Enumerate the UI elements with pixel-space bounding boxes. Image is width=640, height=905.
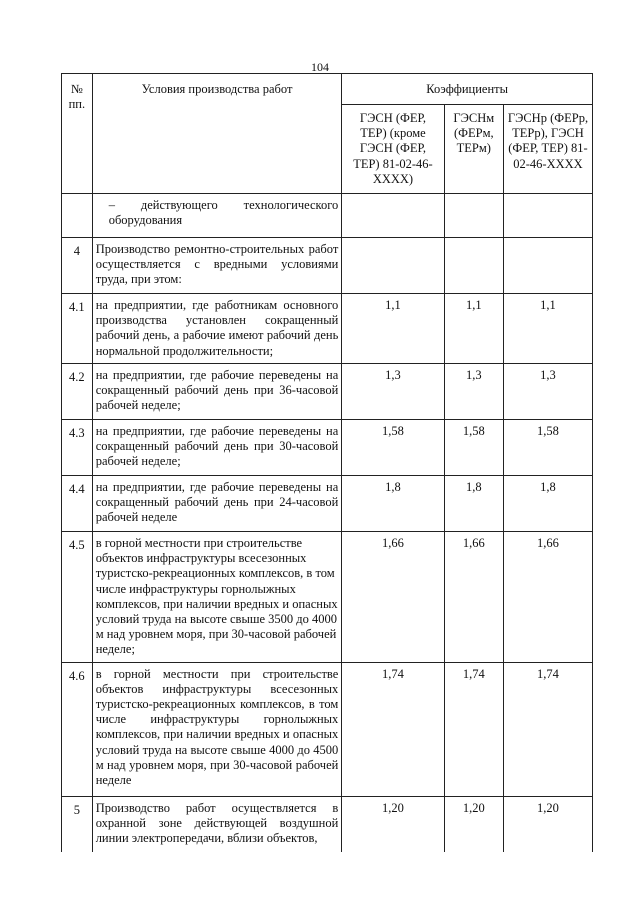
header-no: № пп. [62,74,93,194]
row-number [62,194,93,238]
row-number: 4 [62,238,93,294]
row-coef-gesn [342,238,444,294]
row-number: 4.6 [62,662,93,796]
row-condition: – действующего технологического оборудования [92,194,342,238]
row-coef-gesnr [503,238,592,294]
header-gesn: ГЭСН (ФЕР, ТЕР) (кроме ГЭСН (ФЕР, ТЕР) 81-02-46-XXXX) [342,105,444,194]
row-coef-gesn: 1,58 [342,420,444,476]
row-number: 4.4 [62,476,93,532]
row-coef-gesnr [503,194,592,238]
row-coef-gesn: 1,66 [342,532,444,663]
page-number: 104 [311,60,329,74]
table-row [62,194,593,238]
coefficients-table [61,73,593,852]
row-condition: на предприятии, где рабочие переведены на сокращенный рабочий день при 30-часовой рабочей неделе; [92,420,342,476]
row-coef-gesn: 1,8 [342,476,444,532]
row-coef-gesnm: 1,3 [444,364,503,420]
row-coef-gesnm: 1,8 [444,476,503,532]
row-coef-gesn: 1,1 [342,294,444,364]
row-number: 4.5 [62,532,93,663]
row-condition: Производство работ осуществляется в охранной зоне действующей воздушной линии электропередачи, вблизи объектов, [92,796,342,852]
header-coefficients: Коэффициенты [342,74,593,105]
row-coef-gesn: 1,74 [342,662,444,796]
header-gesnr: ГЭСНр (ФЕРр, ТЕРр), ГЭСН (ФЕР, ТЕР) 81-02-46-XXXX [503,105,592,194]
row-coef-gesnm: 1,1 [444,294,503,364]
row-coef-gesnr: 1,1 [503,294,592,364]
table-row [62,532,593,663]
row-number: 4.1 [62,294,93,364]
row-coef-gesn: 1,20 [342,796,444,852]
row-coef-gesnm: 1,66 [444,532,503,663]
table-row [62,476,593,532]
table-row [62,420,593,476]
row-coef-gesnr: 1,58 [503,420,592,476]
row-coef-gesnr: 1,74 [503,662,592,796]
row-condition: в горной местности при строительстве объектов инфраструктуры всесезонных туристско-рекреационных комплексов, в том числе инфраструктуры горнолыжных комплексов, при наличии вредных и опасных условий труда на высоте свыше 4000 до 4500 м над уровнем моря, при 30-часовой рабочей неделе [92,662,342,796]
row-condition: на предприятии, где рабочие переведены на сокращенный рабочий день при 36-часовой рабочей неделе; [92,364,342,420]
row-coef-gesn [342,194,444,238]
row-condition: Производство ремонтно-строительных работ осуществляется с вредными условиями труда, при этом: [92,238,342,294]
row-number: 4.3 [62,420,93,476]
header-gesnm: ГЭСНм (ФЕРм, ТЕРм) [444,105,503,194]
row-coef-gesnr: 1,66 [503,532,592,663]
row-condition: в горной местности при строительстве объектов инфраструктуры всесезонных туристско-рекреационных комплексов, в том числе инфраструктуры горнолыжных комплексов, при наличии вредных и опасных условий труда на высоте свыше 3500 до 4000 м над уровнем моря, при 30-часовой рабочей неделе; [92,532,342,663]
row-number: 5 [62,796,93,852]
row-coef-gesn: 1,3 [342,364,444,420]
table-row [62,796,593,852]
row-coef-gesnr: 1,20 [503,796,592,852]
row-coef-gesnm [444,194,503,238]
row-coef-gesnm [444,238,503,294]
table-row [62,294,593,364]
header-conditions: Условия производства работ [92,74,342,194]
row-coef-gesnm: 1,74 [444,662,503,796]
table-row [62,662,593,796]
row-coef-gesnr: 1,8 [503,476,592,532]
row-condition: на предприятии, где рабочие переведены на сокращенный рабочий день при 24-часовой рабочей неделе [92,476,342,532]
table-row [62,238,593,294]
row-coef-gesnm: 1,58 [444,420,503,476]
row-condition: на предприятии, где работникам основного производства установлен сокращенный рабочий день, а рабочие имеют рабочий день нормальной продолжительности; [92,294,342,364]
row-number: 4.2 [62,364,93,420]
table-header-row [62,74,593,105]
row-coef-gesnm: 1,20 [444,796,503,852]
table-row [62,364,593,420]
row-coef-gesnr: 1,3 [503,364,592,420]
